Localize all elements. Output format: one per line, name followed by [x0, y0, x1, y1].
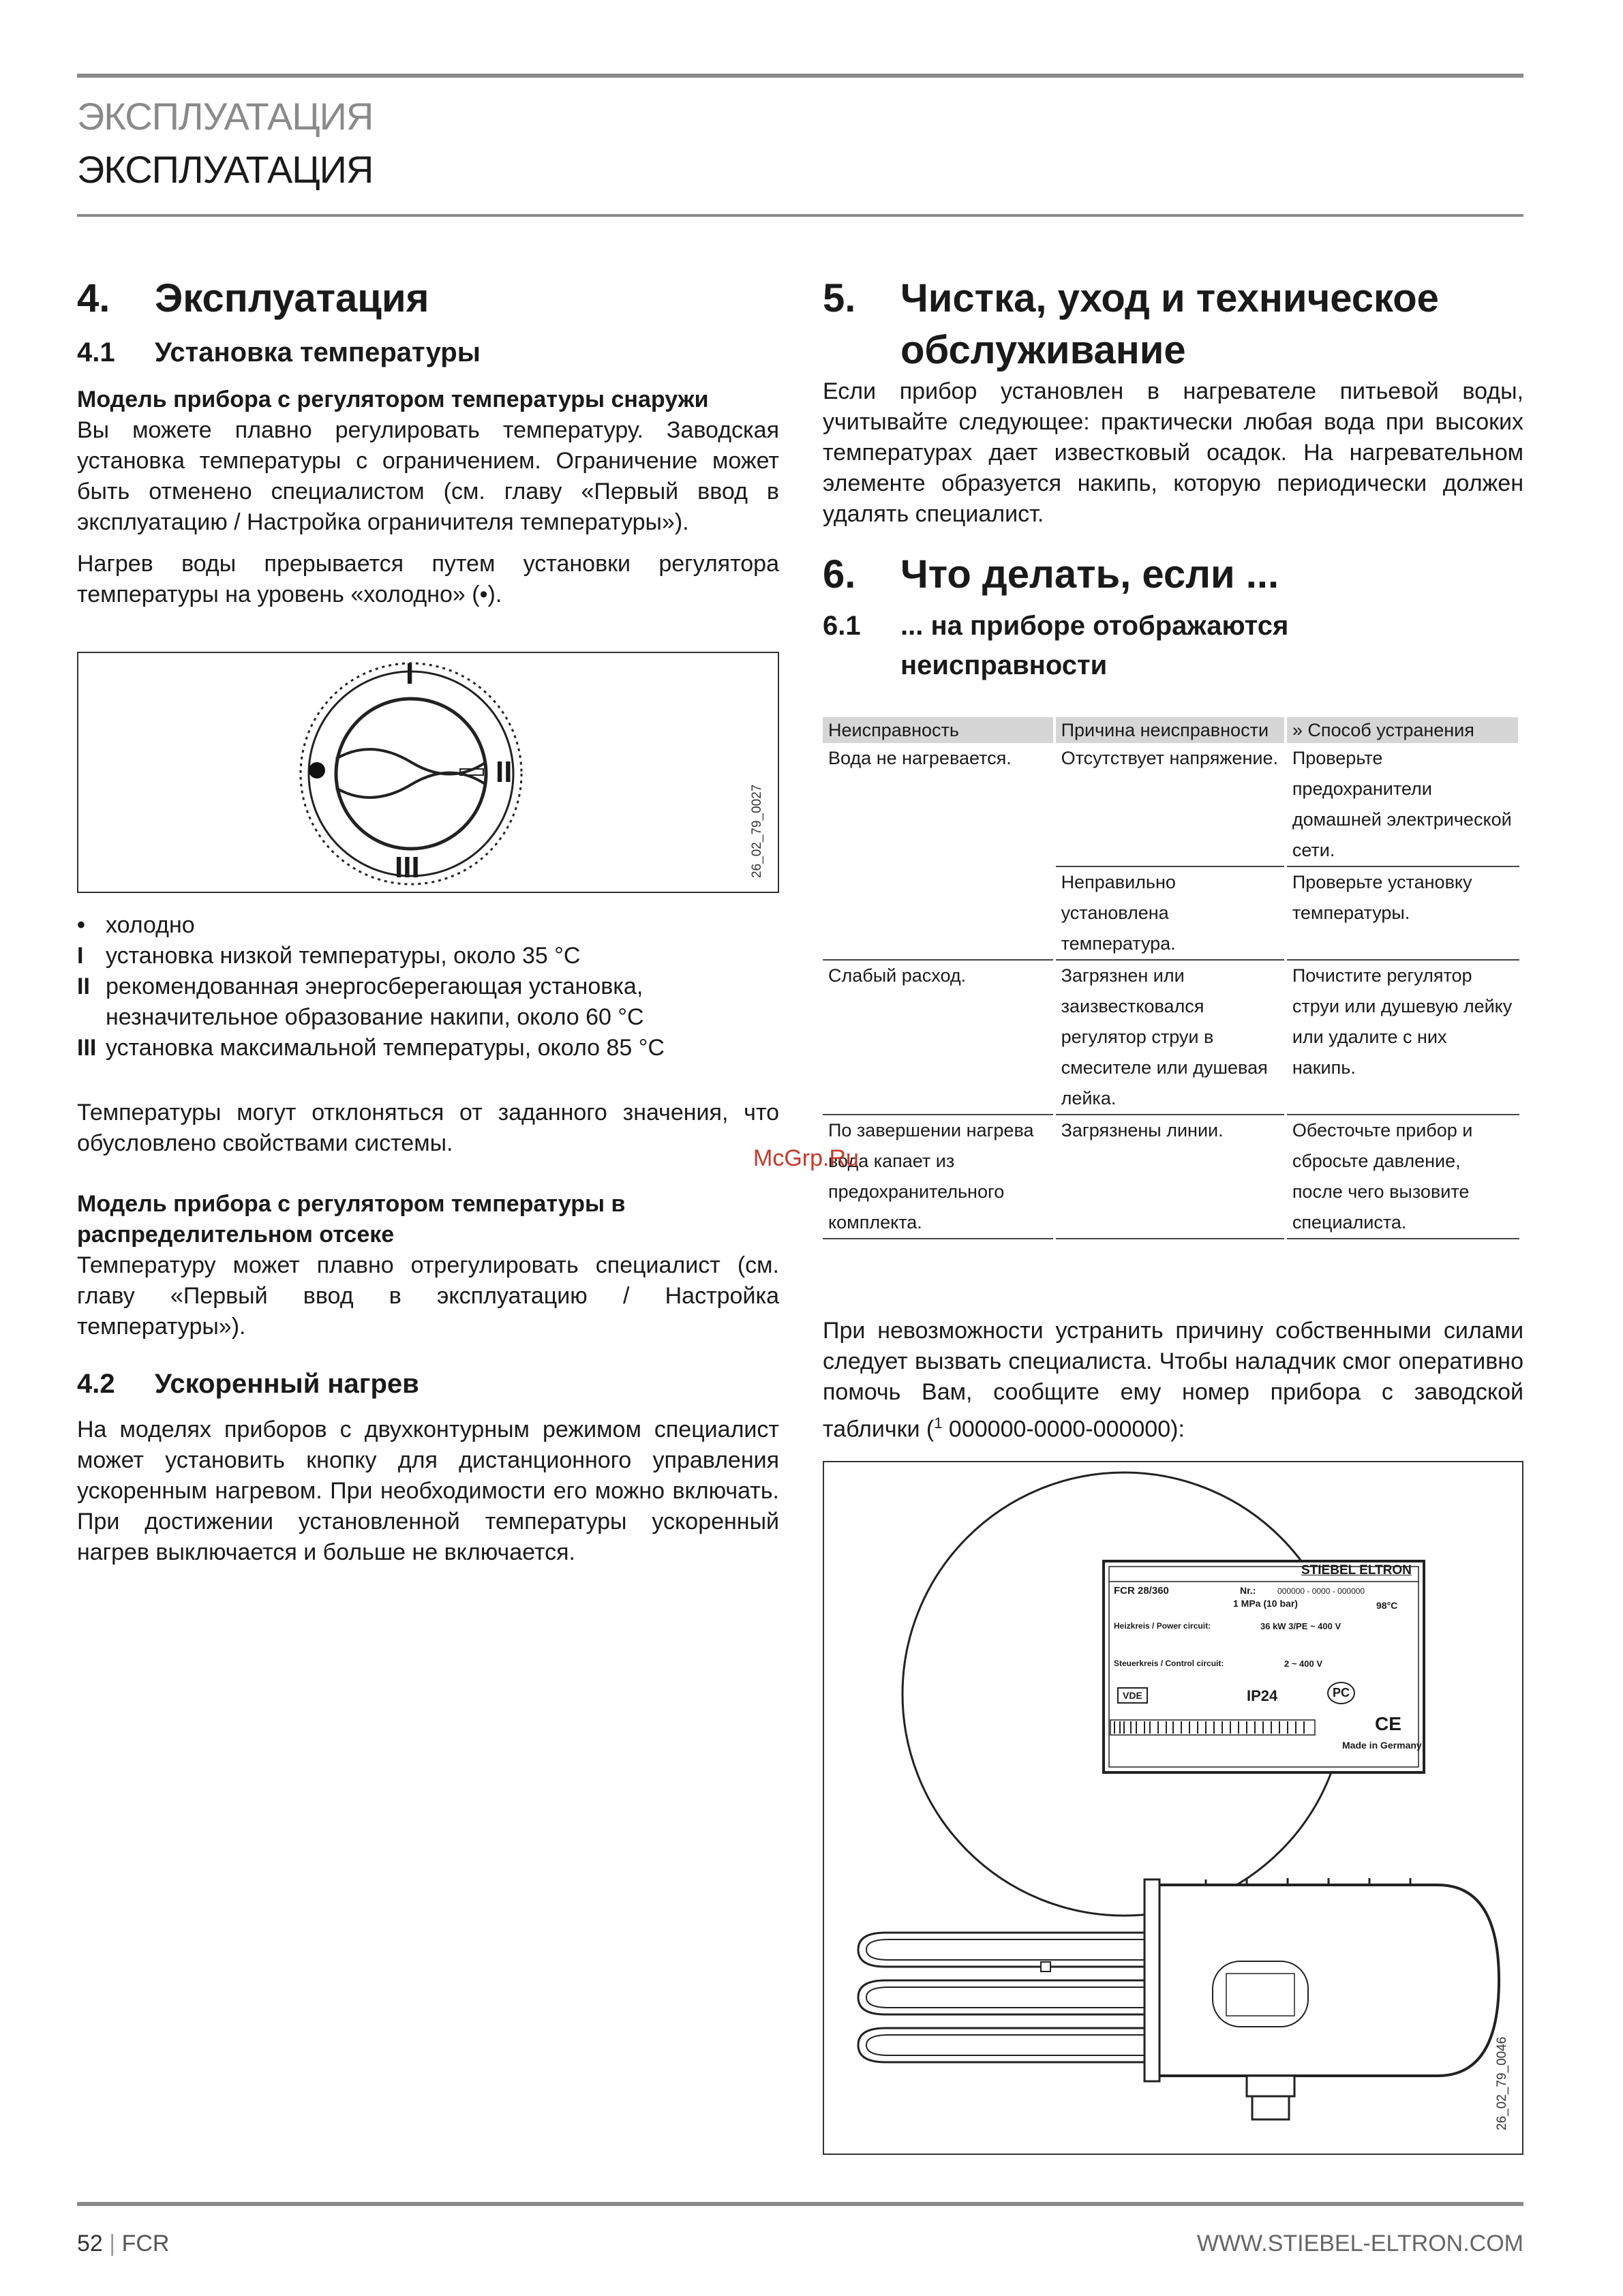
table-row [823, 960, 1519, 1115]
heating-element-drawing [824, 1462, 1522, 2154]
plate-made: Made in Germany [1342, 1740, 1422, 1751]
footer-model: FCR [121, 2231, 170, 2256]
section-4-heading [77, 273, 779, 324]
section-number: 5. [823, 276, 856, 320]
fault-table [823, 717, 1521, 1239]
rating-plate-figure [823, 1461, 1523, 2155]
plate-pressure: 1 MPa (10 bar) [1233, 1598, 1298, 1609]
plate-power-label: Heizkreis / Power circuit: [1114, 1621, 1211, 1631]
top-rule [77, 74, 1523, 78]
table-cell: Вода не нагревается. [823, 743, 1055, 866]
page-footer-left [77, 2231, 169, 2257]
table-cell: Почистите регулятор струи или душевую лейку или удалите с них накипь. [1286, 960, 1519, 1115]
contact-text [823, 1316, 1523, 1445]
plate-control-label: Steuerkreis / Control circuit: [1114, 1659, 1224, 1668]
plate-pc-mark: PC [1327, 1682, 1355, 1704]
temperature-knob-figure [77, 652, 779, 893]
footer-separator: | [109, 2231, 122, 2256]
boost-text: На моделях приборов с двухконтурным режимом специалист может установить кнопку для дистанционного управления ускоренным нагревом. При необходимости его можно включать. При достижении установленной температуры ускоренный нагрев выключается и больше не включается. [77, 1417, 779, 1565]
section-number: 6. [823, 552, 856, 596]
section-number: 4. [77, 276, 110, 320]
table-row [823, 743, 1519, 866]
contact-text-b: 000000-0000-000000): [942, 1416, 1185, 1442]
legend-item [77, 971, 779, 1033]
plate-model: FCR 28/360 [1114, 1585, 1169, 1597]
section-6-heading [823, 549, 1523, 601]
section-title: Установка температуры [155, 337, 481, 367]
section-title: Чистка, уход и техническое обслуживание [900, 276, 1439, 372]
model-2-text: Температуру может плавно отрегулировать специалист (см. главу «Первый ввод в эксплуатацию / Настройка температуры»). [77, 1252, 779, 1340]
legend-key: • [77, 912, 85, 938]
plate-ce-mark: CE [1375, 1713, 1401, 1734]
plate-power-value: 36 kW 3/PE ~ 400 V [1260, 1621, 1341, 1631]
legend-text: установка низкой температуры, около 35 °C [106, 943, 581, 969]
section-6-1-heading [823, 606, 1523, 685]
contact-text-a: При невозможности устранить причину собственными силами следует вызвать специалиста. Чтобы наладчик смог оперативно помочь Вам, сообщите ему номер прибора с заводской таблички ( [823, 1318, 1523, 1442]
table-header-cell: » Способ устранения [1286, 717, 1519, 743]
figure-code: 26_02_79_0027 [750, 784, 764, 878]
plate-control-value: 2 ~ 400 V [1284, 1659, 1323, 1669]
mark-I: I [406, 657, 414, 691]
plate-ip: IP24 [1247, 1687, 1278, 1704]
section-number: 4.1 [77, 337, 115, 367]
mark-II: II [496, 755, 513, 789]
table-row [823, 1115, 1519, 1239]
model-1-text: Вы можете плавно регулировать температуру. Заводская установка температуры с ограничением. Ограничение может быть отменено специалистом (см. главу «Первый ввод в эксплуатацию / Настройка ограничителя температуры»). [77, 417, 779, 535]
header-rule [77, 214, 1523, 217]
table-header-row [823, 717, 1519, 743]
plate-nr-label: Nr.: [1240, 1585, 1256, 1596]
legend-item [77, 910, 779, 941]
plate-nr-value: 000000 - 0000 - 000000 [1277, 1586, 1365, 1596]
model-2-title: Модель прибора с регулятором температуры в распределительном отсеке [77, 1191, 626, 1248]
right-column [823, 273, 1523, 685]
legend-key: II [77, 973, 90, 999]
section-number: 6.1 [823, 611, 861, 641]
temperature-knob-diagram [78, 653, 778, 892]
header-title-grey: ЭКСПЛУАТАЦИЯ [77, 95, 374, 138]
footnote-mark: 1 [934, 1415, 943, 1432]
header-title: ЭКСПЛУАТАЦИЯ [77, 148, 374, 191]
table-cell: Неправильно установлена температура. [1055, 866, 1286, 960]
footer-website: WWW.STIEBEL-ELTRON.COM [1196, 2231, 1523, 2256]
table-cell: Обесточьте прибор и сбросьте давление, после чего вызовите специалиста. [1286, 1115, 1519, 1239]
table-cell: Загрязнен или заизвестковался регулятор струи в смесителе или душевая лейка. [1055, 960, 1286, 1115]
section-title: Что делать, если ... [900, 552, 1279, 596]
legend-item [77, 941, 779, 971]
left-column [77, 273, 779, 610]
section-number: 4.2 [77, 1369, 115, 1399]
section-4-1-heading [77, 333, 779, 372]
table-cell: По завершении нагрева вода капает из предохранительного комплекта. [823, 1115, 1055, 1239]
watermark: McGrp.Ru [753, 1145, 859, 1171]
plate-vde-mark: VDE [1117, 1687, 1148, 1704]
model-1-title: Модель прибора с регулятором температуры снаружи [77, 387, 709, 412]
plate-temp: 98°C [1376, 1600, 1398, 1611]
section-title: Ускоренный нагрев [155, 1369, 419, 1399]
legend-key: I [77, 943, 84, 969]
table-cell: Слабый расход. [823, 960, 1055, 1115]
plate-brand: STIEBEL ELTRON [1301, 1563, 1412, 1577]
table-cell: Проверьте предохранители домашней электрической сети. [1286, 743, 1519, 866]
table-cell: Загрязнены линии. [1055, 1115, 1286, 1239]
cold-dot-icon [309, 762, 325, 779]
legend-text: холодно [106, 912, 195, 938]
section-title: Эксплуатация [155, 276, 429, 320]
section-4-2-heading [77, 1364, 779, 1404]
footer-rule [77, 2202, 1523, 2206]
section-5-heading [823, 273, 1523, 376]
legend-item [77, 1033, 779, 1063]
table-cell [823, 866, 1055, 960]
table-cell: Проверьте установку температуры. [1286, 866, 1519, 960]
section-title: ... на приборе отображаются неисправности [900, 611, 1289, 680]
mark-III: III [395, 851, 420, 884]
left-column-lower [77, 1098, 779, 1568]
knob-legend [77, 910, 779, 1063]
deviation-text: Температуры могут отклоняться от заданного значения, что обусловлено свойствами системы. [77, 1100, 779, 1156]
table-header-cell: Неисправность [823, 717, 1055, 743]
page-number: 52 [77, 2231, 103, 2256]
legend-key: III [77, 1035, 97, 1061]
table-cell: Отсутствует напряжение. [1055, 743, 1286, 866]
cold-setting-text: Нагрев воды прерывается путем установки регулятора температуры на уровень «холодно» (•). [77, 551, 779, 607]
legend-text: рекомендованная энергосберегающая установка, незначительное образование накипи, около 60 °C [106, 973, 644, 1030]
section-5-text: Если прибор установлен в нагревателе питьевой воды, учитывайте следующее: практически любая вода при высоких температурах дает известковый осадок. На нагревательном элементе образуется накипь, которую периодически должен удалять специалист. [823, 378, 1523, 527]
table-header-cell: Причина неисправности [1055, 717, 1286, 743]
legend-text: установка максимальной температуры, около 85 °C [106, 1035, 665, 1061]
figure-code: 26_02_79_0046 [1495, 2036, 1509, 2130]
table-row [823, 866, 1519, 960]
